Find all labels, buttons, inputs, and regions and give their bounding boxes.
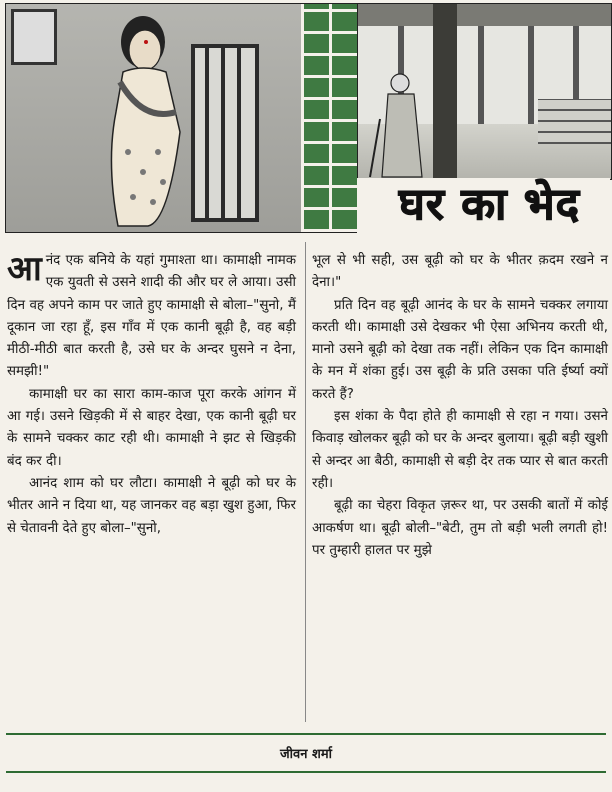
column-divider — [305, 242, 306, 722]
footer-rule-bottom — [6, 771, 606, 773]
paragraph: कामाक्षी घर का सारा काम-काज पूरा करके आंगन में आ गई। उसने खिड़की में से बाहर देखा, एक कानी बूढ़ी घर के सामने चक्कर काट रही थी। कामाक्षी ने झट से खिड़की बंद कर दी। — [7, 386, 296, 469]
brick-wall — [301, 3, 357, 233]
illustration-old-woman-outside — [357, 3, 612, 180]
illustration — [5, 3, 610, 233]
window-bars — [191, 44, 259, 222]
footer-rule-top — [6, 733, 606, 735]
illustration-woman-at-window — [5, 3, 303, 233]
woman-figure — [88, 12, 198, 227]
old-woman-figure — [368, 69, 438, 179]
drop-cap: आ — [7, 249, 42, 289]
paragraph: इस शंका के पैदा होते ही कामाक्षी से रहा न गया। उसने किवाड़ खोलकर बूढ़ी को घर के अन्दर बुलाया। बूढ़ी बड़ी खुशी से अन्दर आ बैठी, कामाक्षी से बड़ी देर तक प्यार से बात करती रही। — [312, 409, 608, 491]
house-steps — [538, 99, 611, 144]
paragraph: आनंद शाम को घर लौटा। कामाक्षी ने बूढ़ी को घर के भीतर आने न दिया था, यह जानकर वह बड़ा खुश हुआ, फिर से चेतावनी देते हुए बोला–"सुनो, — [7, 475, 296, 536]
title-box — [357, 178, 610, 233]
paragraph: आनंद एक बनिये के यहां गुमाश्ता था। कामाक्षी नामक एक युवती से उसने शादी की और घर ले आया। उसी दिन वह अपने काम पर जाते हुए कामाक्षी से बोला–"सुनो, मैं दूकान जा रहा हूँ, इस गाँव में एक कानी बूढ़ी है, वह बड़ी मीठी-मीठी बात करती है, उसे घर के अन्दर घुसने न देना, समझी!" — [7, 249, 296, 380]
wall-picture-frame — [11, 9, 57, 65]
author-name: जीवन शर्मा — [280, 747, 332, 762]
paragraph: प्रति दिन वह बूढ़ी आनंद के घर के सामने चक्कर लगाया करती थी। कामाक्षी उसे देखकर भी ऐसा अभिनय करती थी, मानो उसने बूढ़ी को देखा तक नहीं। लेकिन एक दिन कामाक्षी के मन में शंका हुई। उस बूढ़ी के प्रति उसका पति ईर्ष्या क्यों करते हैं? — [312, 297, 608, 402]
paragraph: भूल से भी सही, उस बूढ़ी को घर के भीतर क़दम रखने न देना।" — [312, 253, 608, 291]
paragraph: बूढ़ी का चेहरा विकृत ज़रूर था, पर उसकी बातों में कोई आकर्षण था। बूढ़ी बोली–"बेटी, तुम तो बड़ी भली लगती हो! पर तुम्हारी हालत पर मुझे — [312, 498, 608, 558]
story-title: घर का भेद — [398, 179, 580, 230]
column-left — [7, 250, 296, 540]
column-right — [312, 250, 608, 562]
